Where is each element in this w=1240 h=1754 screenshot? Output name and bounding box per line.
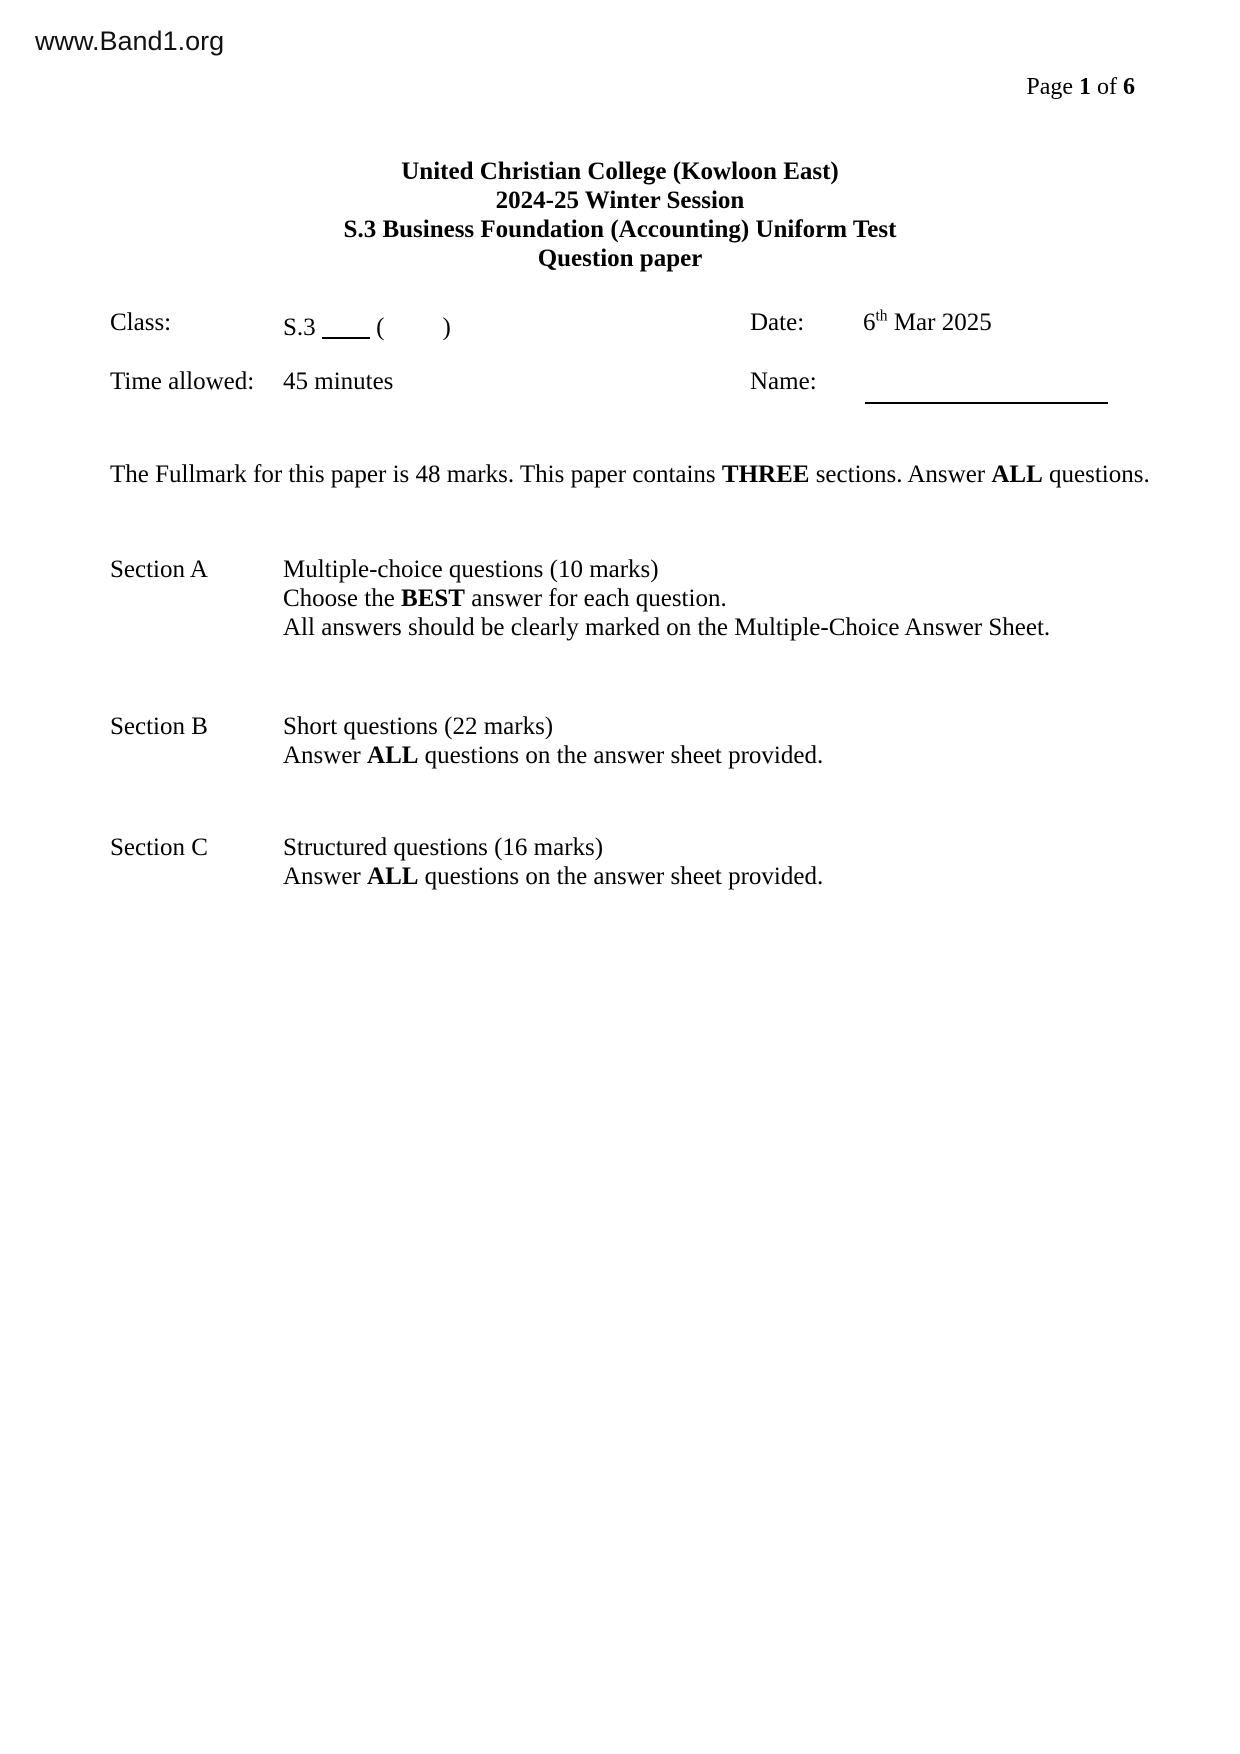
page-number-prefix: Page — [1026, 74, 1079, 100]
page-number — [0, 73, 1135, 102]
intro-bold-all: ALL — [991, 461, 1043, 488]
page-number-total: 6 — [1123, 74, 1135, 100]
section-b-line2-bold: ALL — [367, 742, 419, 769]
section-c-line2-bold: ALL — [367, 863, 419, 890]
date-value — [863, 308, 992, 337]
section-b-line2-pre: Answer — [283, 742, 368, 769]
intro-pre: The Fullmark for this paper is 48 marks. This paper contains — [110, 461, 722, 488]
page-number-current: 1 — [1079, 74, 1091, 100]
name-blank-line — [865, 402, 1108, 404]
paper-type: Question paper — [537, 245, 703, 272]
class-value-prefix: S.3 — [283, 314, 322, 341]
session-title: 2024-25 Winter Session — [495, 187, 745, 214]
section-a-line2-post: answer for each question. — [464, 585, 727, 612]
intro-mid: sections. Answer — [809, 461, 992, 488]
site-watermark: www.Band1.org — [35, 26, 225, 56]
title-block — [0, 157, 1240, 273]
class-paren-open: ( — [369, 314, 385, 341]
section-a-line2-bold: BEST — [401, 585, 465, 612]
date-day: 6 — [863, 309, 876, 336]
section-a-line2 — [283, 584, 1050, 613]
section-c-label: Section C — [110, 834, 208, 861]
section-c-line2-pre: Answer — [283, 863, 368, 890]
section-b-line1: Short questions (22 marks) — [283, 713, 554, 740]
exam-title: S.3 Business Foundation (Accounting) Uniform Test — [343, 216, 897, 243]
section-b-line2 — [283, 741, 823, 770]
class-value — [283, 308, 451, 342]
section-b-label: Section B — [110, 713, 208, 740]
section-c-line2-post: questions on the answer sheet provided. — [418, 863, 824, 890]
intro-sentence — [110, 460, 1240, 489]
class-label: Class: — [110, 309, 172, 336]
page-number-of: of — [1091, 74, 1123, 100]
section-b-description — [283, 712, 823, 770]
section-a-description — [283, 555, 1050, 642]
intro-post: questions. — [1042, 461, 1150, 488]
date-label: Date: — [750, 309, 805, 336]
date-rest: Mar 2025 — [887, 309, 992, 336]
section-c-line2 — [283, 862, 823, 891]
class-blank-line — [322, 312, 370, 339]
school-name: United Christian College (Kowloon East) — [401, 158, 839, 185]
intro-bold-three: THREE — [721, 461, 810, 488]
section-b-line2-post: questions on the answer sheet provided. — [418, 742, 824, 769]
section-a-line2-pre: Choose the — [283, 585, 402, 612]
time-allowed-value: 45 minutes — [283, 368, 394, 395]
section-c-line1: Structured questions (16 marks) — [283, 834, 604, 861]
time-allowed-label: Time allowed: — [110, 368, 255, 395]
section-a-label: Section A — [110, 556, 208, 583]
section-c-description — [283, 833, 823, 891]
date-ordinal: th — [875, 307, 888, 325]
section-a-line3: All answers should be clearly marked on the Multiple-Choice Answer Sheet. — [283, 614, 1051, 641]
section-a-line1: Multiple-choice questions (10 marks) — [283, 556, 659, 583]
name-label: Name: — [750, 368, 817, 395]
class-paren-close: ) — [442, 314, 451, 341]
